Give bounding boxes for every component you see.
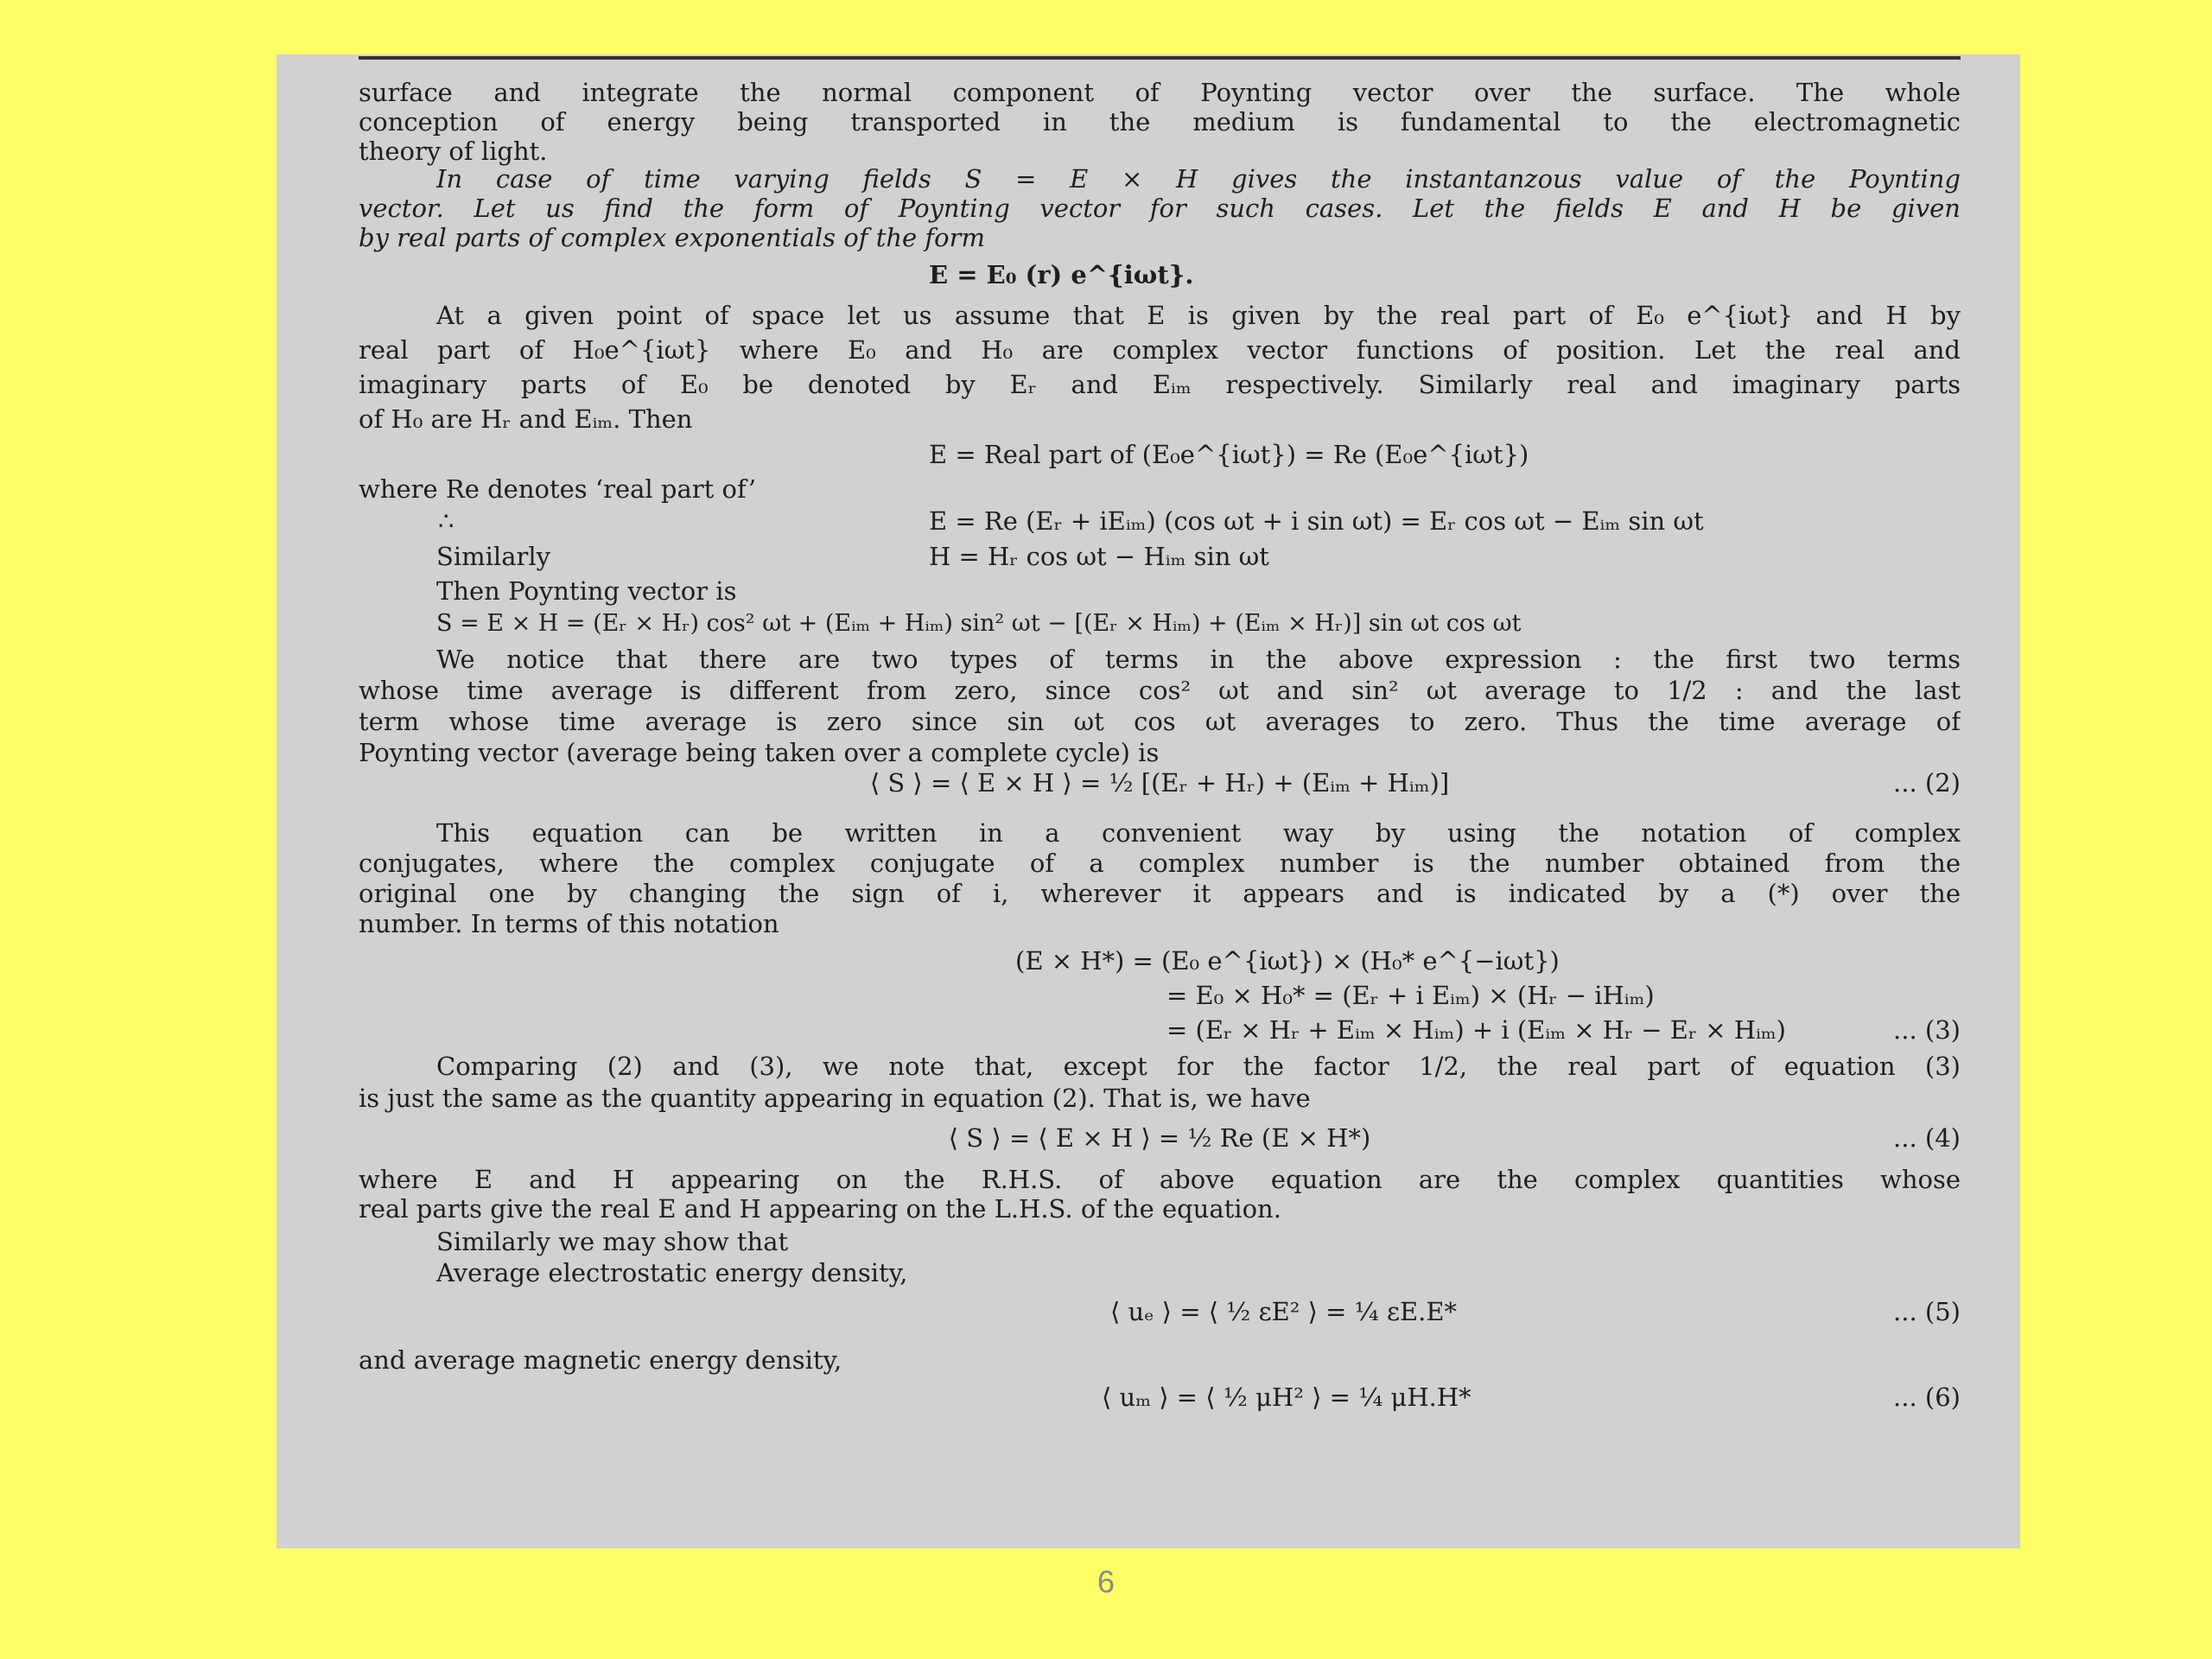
text-line: real parts give the real E and H appearing on the L.H.S. of the equation.	[359, 1194, 1281, 1224]
text-line: This equation can be written in a convenient way by using the notation of complex	[436, 818, 1961, 848]
text-line: theory of light.	[359, 137, 548, 166]
text-line: Average electrostatic energy density,	[436, 1258, 908, 1287]
document-page	[276, 54, 2020, 1548]
equation-form	[359, 259, 1961, 290]
equation: S = E × H = (Eᵣ × Hᵣ) cos² ωt + (Eᵢₘ + Hᵢₘ) sin² ωt − [(Eᵣ × Hᵢₘ) + (Eᵢₘ × Hᵣ)] sin ωt cos ωt	[436, 610, 1522, 637]
equation-4: ⟨ S ⟩ = ⟨ E × H ⟩ = ½ Re (E × H*)	[948, 1123, 1371, 1153]
header-rule	[359, 56, 1961, 60]
text-line: surface and integrate the normal component of Poynting vector over the surface. The whole	[359, 78, 1961, 107]
equation-3b-row	[359, 980, 1961, 1011]
equation: (E × H*) = (E₀ e^{iωt}) × (H₀* e^{−iωt})	[1015, 946, 1560, 976]
equation-2: ⟨ S ⟩ = ⟨ E × H ⟩ = ½ [(Eᵣ + Hᵣ) + (Eᵢₘ + Hᵢₘ)]	[869, 768, 1450, 798]
text-line: conjugates, where the complex conjugate of a complex number is the number obtained from the	[359, 849, 1961, 878]
text-line: vector. Let us find the form of Poynting vector for such cases. Let the fields E and H be given	[359, 194, 1961, 223]
text-line: conception of energy being transported in the medium is fundamental to the electromagnetic	[359, 107, 1961, 137]
text-line: imaginary parts of E₀ be denoted by Eᵣ and Eᵢₘ respectively. Similarly real and imaginary parts	[359, 370, 1961, 399]
equation-S	[359, 608, 1961, 639]
paragraph-5	[359, 818, 1961, 939]
avg-magnetic-line	[359, 1345, 1961, 1375]
equation-number: ... (2)	[1893, 768, 1961, 798]
equation-2-row	[359, 767, 1961, 798]
text-line: In case of time varying fields S = E × H gives the instantanzous value of the Poynting	[436, 164, 1961, 194]
page-number: 6	[1096, 1564, 1116, 1599]
equation-4-row	[359, 1122, 1961, 1154]
text-line: Comparing (2) and (3), we note that, except for the factor 1/2, the real part of equation (3)	[436, 1052, 1961, 1081]
text-line: of H₀ are Hᵣ and Eᵢₘ. Then	[359, 404, 693, 434]
equation: H = Hᵣ cos ωt − Hᵢₘ sin ωt	[929, 542, 1269, 571]
text-line: Then Poynting vector is	[436, 576, 737, 606]
similarly-label: Similarly	[436, 542, 551, 571]
similarly-show-line	[359, 1227, 1961, 1256]
equation-3c-row	[359, 1014, 1961, 1046]
text-line: is just the same as the quantity appearing in equation (2). That is, we have	[359, 1084, 1311, 1113]
paragraph-7	[359, 1165, 1961, 1224]
text-line: Poynting vector (average being taken over a complete cycle) is	[359, 738, 1160, 767]
text-line: Similarly we may show that	[436, 1227, 789, 1256]
equation: = E₀ × H₀* = (Eᵣ + i Eᵢₘ) × (Hᵣ − iHᵢₘ)	[1166, 981, 1655, 1010]
equation: E = Real part of (E₀e^{iωt}) = Re (E₀e^{iωt})	[929, 440, 1529, 469]
paragraph-3	[359, 298, 1961, 436]
equation-real-part	[359, 439, 1961, 470]
equation-number: ... (4)	[1893, 1123, 1961, 1153]
therefore-symbol: ∴	[438, 506, 454, 536]
avg-electrostatic-line	[359, 1258, 1961, 1287]
equation: = (Eᵣ × Hᵣ + Eᵢₘ × Hᵢₘ) + i (Eᵢₘ × Hᵣ − Eᵣ × Hᵢₘ)	[1166, 1015, 1786, 1045]
text-line: We notice that there are two types of terms in the above expression : the first two terms	[436, 645, 1961, 674]
paragraph-1	[359, 78, 1961, 166]
then-poynting-line	[359, 576, 1961, 606]
text-line: whose time average is different from zero, since cos² ωt and sin² ωt average to 1/2 : and the last	[359, 676, 1961, 705]
equation: E = Re (Eᵣ + iEᵢₘ) (cos ωt + i sin ωt) = Eᵣ cos ωt − Eᵢₘ sin ωt	[929, 506, 1704, 536]
text-line: where E and H appearing on the R.H.S. of above equation are the complex quantities whose	[359, 1165, 1961, 1194]
equation-5-row	[359, 1296, 1961, 1327]
equation-H	[359, 541, 1961, 572]
text-line: term whose time average is zero since sin ωt cos ωt averages to zero. Thus the time average of	[359, 707, 1961, 736]
text-line: and average magnetic energy density,	[359, 1345, 842, 1375]
text-line: where Re denotes ‘real part of’	[359, 474, 757, 504]
text-line: At a given point of space let us assume that E is given by the real part of E₀ e^{iωt} and H by	[436, 301, 1961, 330]
paragraph-4	[359, 644, 1961, 768]
equation: E = E₀ (r) e^{iωt}.	[929, 260, 1194, 289]
paragraph-6	[359, 1051, 1961, 1115]
equation-E	[359, 505, 1961, 537]
equation-number: ... (5)	[1893, 1297, 1961, 1326]
equation-number: ... (3)	[1893, 1015, 1961, 1045]
equation-6-row	[359, 1382, 1961, 1413]
equation-number: ... (6)	[1893, 1382, 1961, 1412]
text-line: number. In terms of this notation	[359, 909, 779, 938]
equation-3a-row	[359, 945, 1961, 976]
equation-5: ⟨ uₑ ⟩ = ⟨ ½ εE² ⟩ = ¼ εE.E*	[1110, 1297, 1458, 1326]
text-line: by real parts of complex exponentials of the form	[359, 223, 985, 252]
paragraph-2	[359, 164, 1961, 252]
text-line: real part of H₀e^{iωt} where E₀ and H₀ are complex vector functions of position. Let the real and	[359, 335, 1961, 365]
equation-6: ⟨ uₘ ⟩ = ⟨ ½ μH² ⟩ = ¼ μH.H*	[1102, 1382, 1471, 1412]
where-re-line	[359, 474, 1961, 504]
text-line: original one by changing the sign of i, wherever it appears and is indicated by a (*) over the	[359, 879, 1961, 908]
